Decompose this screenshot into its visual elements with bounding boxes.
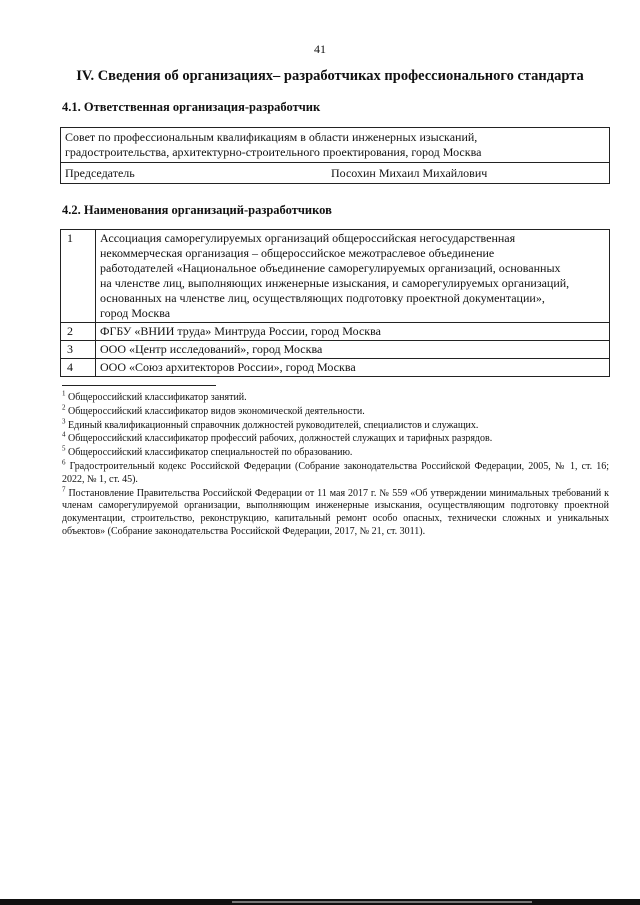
org-name-line: ФГБУ «ВНИИ труда» Минтруда России, город Москва	[100, 324, 381, 338]
footnote-separator	[62, 385, 216, 386]
responsible-org-cell	[61, 128, 610, 163]
footnote	[62, 433, 609, 446]
table-row	[61, 341, 610, 359]
page-number: 41	[314, 42, 326, 56]
footnote-mark: 7	[62, 485, 66, 494]
footnote-mark: 4	[62, 431, 66, 440]
footnote-mark: 2	[62, 403, 66, 412]
section-title: IV. Сведения об организациях– разработчиках профессионального стандарта	[76, 68, 584, 84]
footnote	[62, 444, 609, 460]
row-number: 2	[61, 323, 96, 341]
row-number: 1	[61, 230, 96, 323]
table-row	[61, 128, 610, 163]
org-name-line: Ассоциация саморегулируемых организаций общероссийская негосударственная	[100, 231, 516, 245]
footnote-mark: 6	[62, 458, 66, 467]
chairman-name: Посохин Михаил Михайлович	[331, 166, 488, 180]
footnote-text: Общероссийский классификатор профессий рабочих, должностей служащих и тарифных разрядов.	[65, 433, 493, 445]
org-name-line: ООО «Центр исследований», город Москва	[100, 342, 323, 356]
responsible-org-table	[60, 127, 610, 184]
footnote	[62, 403, 609, 419]
org-name-cell	[96, 359, 610, 377]
table-row	[61, 359, 610, 377]
footnotes	[62, 389, 609, 540]
row-number: 4	[61, 359, 96, 377]
footnote-mark: 5	[62, 444, 66, 453]
org-name-line: основанных на членстве лиц, осуществляющих подготовку проектной документации»,	[100, 291, 545, 305]
chairman-cell	[61, 163, 610, 184]
chairman-role: Председатель	[65, 166, 135, 180]
table-row	[61, 323, 610, 341]
scan-artifact-line	[232, 901, 532, 903]
table-row	[61, 163, 610, 184]
developer-orgs-heading: 4.2. Наименования организаций-разработчиков	[62, 203, 332, 217]
org-name-cell	[96, 323, 610, 341]
footnote-text: Общероссийский классификатор видов экономической деятельности.	[65, 405, 365, 417]
org-name-line: город Москва	[100, 306, 171, 320]
footnote-text: Единый квалификационный справочник должностей руководителей, специалистов и служащих.	[65, 419, 479, 431]
org-name-line: некоммерческая организация – общероссийское межотраслевое объединение	[100, 246, 495, 260]
footnote-text: Градостроительный кодекс Российской Федерации (Собрание законодательства Российской Федерации, 2005, № 1, ст. 16; 2022, № 1, ст. 45).	[62, 460, 609, 485]
footnote-mark: 1	[62, 389, 66, 398]
footnote	[62, 458, 609, 487]
responsible-org-heading: 4.1. Ответственная организация-разработчик	[62, 100, 321, 114]
org-name-line: работодателей «Национальное объединение саморегулируемых организаций, основанных	[100, 261, 561, 275]
org-name-line: ООО «Союз архитекторов России», город Москва	[100, 360, 356, 374]
footnote	[62, 485, 609, 539]
table-row	[61, 230, 610, 323]
row-number: 3	[61, 341, 96, 359]
footnote-text: Постановление Правительства Российской Федерации от 11 мая 2017 г. № 559 «Об утверждении минимальных требований к членам саморегулируемой организации, выполняющим инженерные изыскания, осуществляющим подготовку проектной документации, строительство, реконструкцию, капитальный ремонт особо опасных, технически сложных и уникальных объектов» (Собрание законодательства Российской Федерации, 2017, № 21, ст. 3011).	[62, 487, 609, 537]
responsible-org-line: Совет по профессиональным квалификациям в области инженерных изысканий,	[65, 130, 478, 144]
footnote-mark: 3	[62, 417, 66, 426]
footnote	[62, 417, 609, 433]
org-name-cell	[96, 230, 610, 323]
responsible-org-line: градостроительства, архитектурно-строительного проектирования, город Москва	[65, 145, 482, 159]
footnote	[62, 389, 609, 405]
footnote-text: Общероссийский классификатор специальностей по образованию.	[65, 447, 353, 459]
org-name-cell	[96, 341, 610, 359]
org-name-line: на членстве лиц, выполняющих инженерные изыскания, и саморегулируемых организаций,	[100, 276, 570, 290]
footnote-text: Общероссийский классификатор занятий.	[65, 392, 247, 403]
developer-orgs-table	[60, 229, 610, 377]
